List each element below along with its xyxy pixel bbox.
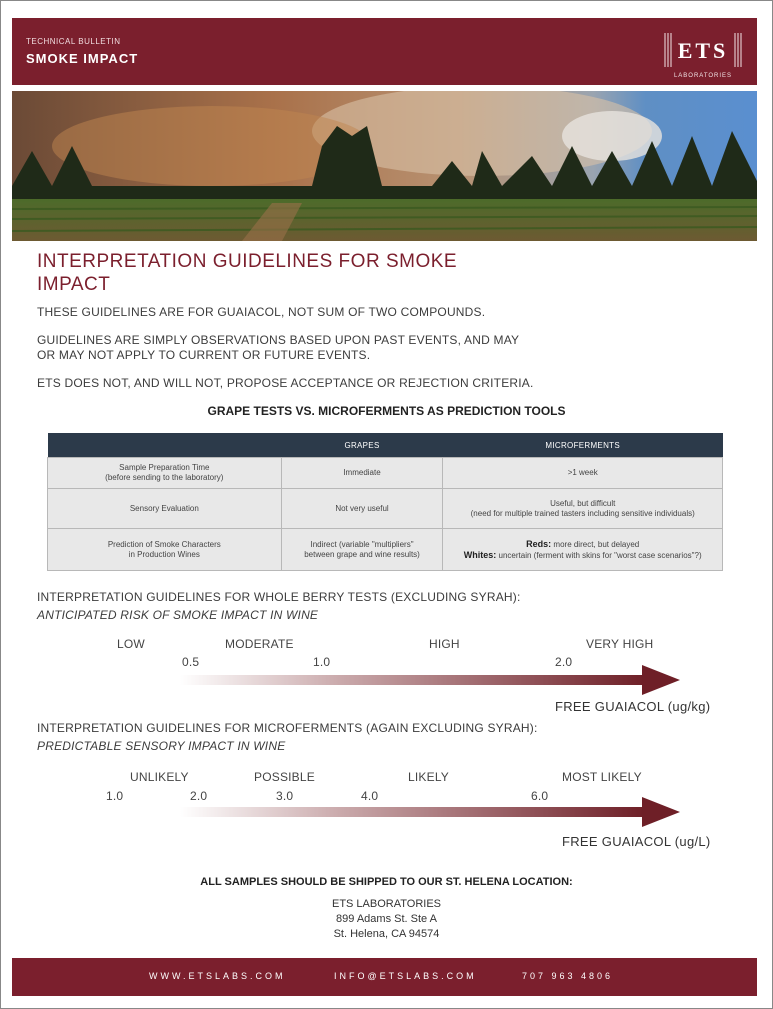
micro-section-subtitle: PREDICTABLE SENSORY IMPACT IN WINE (37, 739, 286, 753)
microferments-cell: Reds: more direct, but delayed Whites: uncertain (ferment with skins for "worst case scenarios"?) (443, 529, 723, 571)
micro-units-label: FREE GUAIACOL (ug/L) (562, 834, 711, 849)
footer-email-link[interactable]: INFO@ETSLABS.COM (334, 971, 477, 981)
shipping-title: ALL SAMPLES SHOULD BE SHIPPED TO OUR ST. HELENA LOCATION: (200, 876, 573, 888)
comparison-table (47, 433, 723, 571)
page-title: INTERPRETATION GUIDELINES FOR SMOKE IMPACT (37, 251, 458, 295)
micro-threshold-2-0: 2.0 (190, 789, 208, 803)
berry-threshold-0-5: 0.5 (182, 655, 200, 669)
svg-text:LABORATORIES: LABORATORIES (673, 73, 733, 79)
berry-units-label: FREE GUAIACOL (ug/kg) (555, 699, 711, 714)
micro-category-most-likely: MOST LIKELY (562, 770, 642, 784)
grapes-cell: Indirect (variable "multipliers" between grape and wine results) (281, 529, 443, 571)
berry-section-title: INTERPRETATION GUIDELINES FOR WHOLE BERRY TESTS (EXCLUDING SYRAH): (37, 590, 521, 604)
footer-phone: 707 963 4806 (522, 971, 614, 981)
micro-category-likely: LIKELY (408, 770, 450, 784)
bulletin-title: SMOKE IMPACT (26, 51, 139, 66)
guideline-note-2-line-1: GUIDELINES ARE SIMPLY OBSERVATIONS BASED UPON PAST EVENTS, AND MAY (37, 333, 520, 347)
micro-impact-arrow (180, 795, 685, 829)
wildfire-vineyard-photo (12, 91, 757, 241)
grapes-cell: Not very useful (281, 489, 443, 529)
micro-threshold-4-0: 4.0 (361, 789, 379, 803)
guideline-note-3: ETS DOES NOT, AND WILL NOT, PROPOSE ACCEPTANCE OR REJECTION CRITERIA. (37, 376, 534, 390)
table-row (48, 458, 723, 489)
table-row (48, 529, 723, 571)
shipping-address-line-2: 899 Adams St. Ste A (336, 913, 437, 925)
table-header-blank (48, 433, 282, 458)
micro-threshold-1-0: 1.0 (106, 789, 124, 803)
table-header-grapes: GRAPES (281, 433, 443, 458)
micro-category-possible: POSSIBLE (254, 770, 315, 784)
guideline-note-2-line-2: OR MAY NOT APPLY TO CURRENT OR FUTURE EVENTS. (37, 348, 371, 362)
table-header-microferments: MICROFERMENTS (443, 433, 723, 458)
footer-banner (12, 958, 757, 996)
table-header-row (48, 433, 723, 458)
berry-threshold-2-0: 2.0 (555, 655, 573, 669)
svg-text:ETS: ETS (677, 38, 729, 63)
header-banner (12, 18, 757, 85)
berry-category-very-high: VERY HIGH (586, 637, 654, 651)
table-title: GRAPE TESTS VS. MICROFERMENTS AS PREDICTION TOOLS (207, 404, 566, 418)
ets-logo (663, 29, 743, 79)
micro-section-title: INTERPRETATION GUIDELINES FOR MICROFERMENTS (AGAIN EXCLUDING SYRAH): (37, 721, 538, 735)
footer-website-link[interactable]: WWW.ETSLABS.COM (149, 971, 286, 981)
berry-category-low: LOW (117, 637, 145, 651)
micro-threshold-6-0: 6.0 (531, 789, 549, 803)
berry-category-high: HIGH (429, 637, 460, 651)
berry-section-subtitle: ANTICIPATED RISK OF SMOKE IMPACT IN WINE (37, 608, 319, 622)
grapes-cell: Immediate (281, 458, 443, 489)
row-label: Sensory Evaluation (48, 489, 282, 529)
shipping-address-line-1: ETS LABORATORIES (331, 898, 441, 910)
row-label: Sample Preparation Time (before sending to the laboratory) (48, 458, 282, 489)
guideline-note-1: THESE GUIDELINES ARE FOR GUAIACOL, NOT SUM OF TWO COMPOUNDS. (37, 305, 486, 319)
microferments-cell: Useful, but difficult (need for multiple trained tasters including sensitive individuals) (443, 489, 723, 529)
berry-category-moderate: MODERATE (225, 637, 294, 651)
micro-threshold-3-0: 3.0 (276, 789, 294, 803)
row-label: Prediction of Smoke Characters in Production Wines (48, 529, 282, 571)
micro-category-unlikely: UNLIKELY (130, 770, 189, 784)
berry-risk-arrow (180, 663, 685, 697)
shipping-address-line-3: St. Helena, CA 94574 (333, 928, 440, 940)
microferments-cell: >1 week (443, 458, 723, 489)
bulletin-label: TECHNICAL BULLETIN (26, 37, 121, 46)
berry-threshold-1-0: 1.0 (313, 655, 331, 669)
table-row (48, 489, 723, 529)
